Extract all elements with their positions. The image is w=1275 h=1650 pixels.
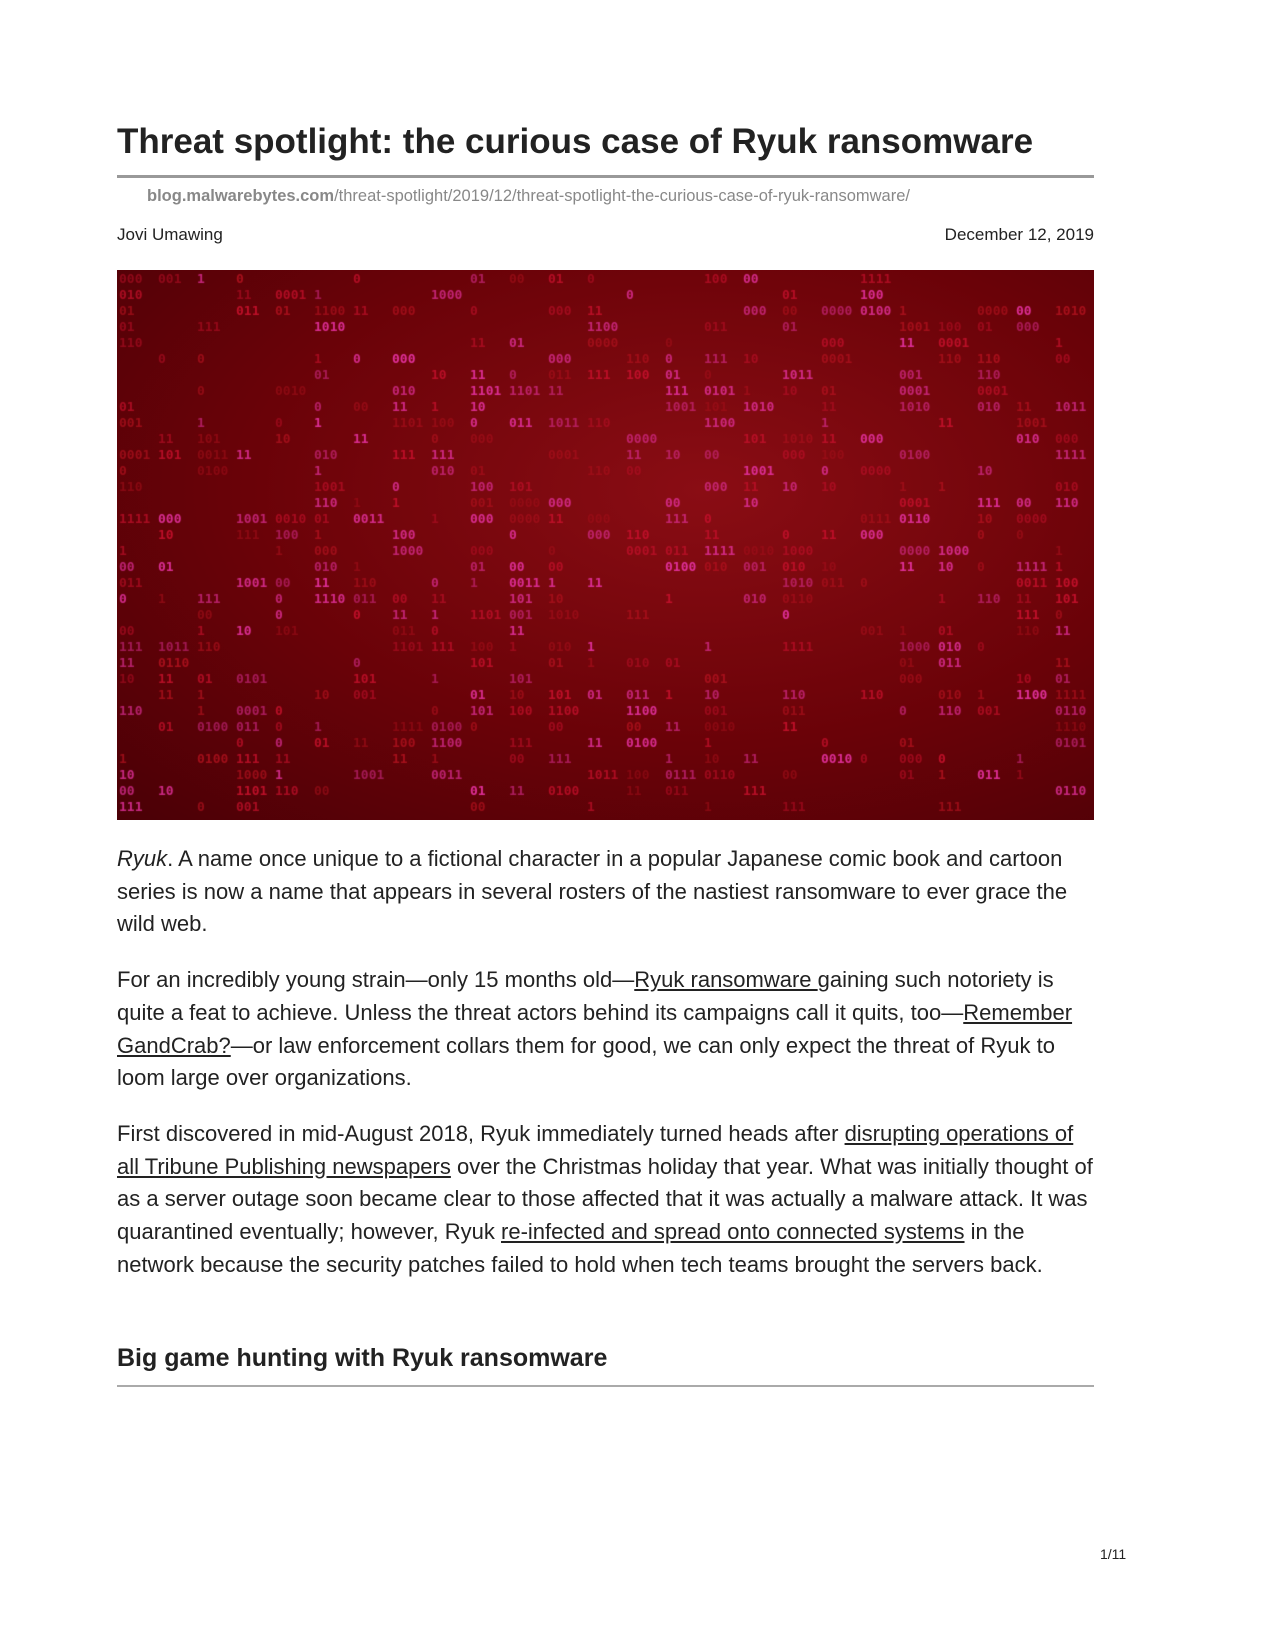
- emphasis-ryuk: Ryuk: [117, 846, 168, 871]
- paragraph-1: [117, 843, 1094, 941]
- publish-date: December 12, 2019: [944, 225, 1094, 244]
- url-path: /threat-spotlight/2019/12/threat-spotlight-the-curious-case-of-ryuk-ransomware/: [334, 187, 910, 205]
- paragraph-3: [117, 1118, 1094, 1282]
- paragraph-2: [117, 964, 1094, 1095]
- link-reinfected-systems[interactable]: re-infected and spread onto connected systems: [501, 1219, 965, 1245]
- paragraph-text: —or law enforcement collars them for good, we can only expect the threat of Ryuk to loom large over organizations.: [117, 1032, 1055, 1091]
- article-title: Threat spotlight: the curious case of Ryuk ransomware: [117, 122, 1034, 161]
- link-ryuk-ransomware[interactable]: Ryuk ransomware: [634, 967, 818, 993]
- paragraph-text: over the Christmas holiday that year. What was initially thought of as a server outage soon became clear to those affected that it was actually a malware attack. It was quarantined eventually; however, Ryuk: [117, 1153, 1093, 1245]
- heading-divider: [117, 1385, 1094, 1387]
- binary-rain-picture: [117, 270, 1094, 820]
- paragraph-text: in the network because the security patches failed to hold when tech teams brought the servers back.: [117, 1219, 1043, 1277]
- paragraph-text: . A name once unique to a fictional character in a popular Japanese comic book and cartoon series is now a name that appears in several rosters of the nastiest ransomware to ever grace the wild web.: [117, 846, 1068, 937]
- link-remember-gandcrab[interactable]: Remember GandCrab?: [117, 999, 1073, 1058]
- author: Jovi Umawing: [117, 225, 223, 244]
- url-domain: blog.malwarebytes.com: [147, 187, 335, 205]
- link-tribune-disruption[interactable]: disrupting operations of all Tribune Publishing newspapers: [117, 1120, 1074, 1179]
- title-divider: [117, 175, 1094, 178]
- paragraph-text: gaining such notoriety is quite a feat to achieve. Unless the threat actors behind its campaigns call it quits, too—: [117, 967, 1054, 1025]
- section-heading: Big game hunting with Ryuk ransomware: [117, 1344, 608, 1372]
- source-url[interactable]: [147, 187, 910, 206]
- article-body: [117, 843, 1094, 1304]
- page-number: 1/11: [1100, 1546, 1127, 1562]
- paragraph-text: First discovered in mid-August 2018, Ryuk immediately turned heads after: [117, 1120, 845, 1146]
- paragraph-text: For an incredibly young strain—only 15 months old—: [117, 967, 635, 993]
- hero-image-binary-code: [117, 270, 1094, 820]
